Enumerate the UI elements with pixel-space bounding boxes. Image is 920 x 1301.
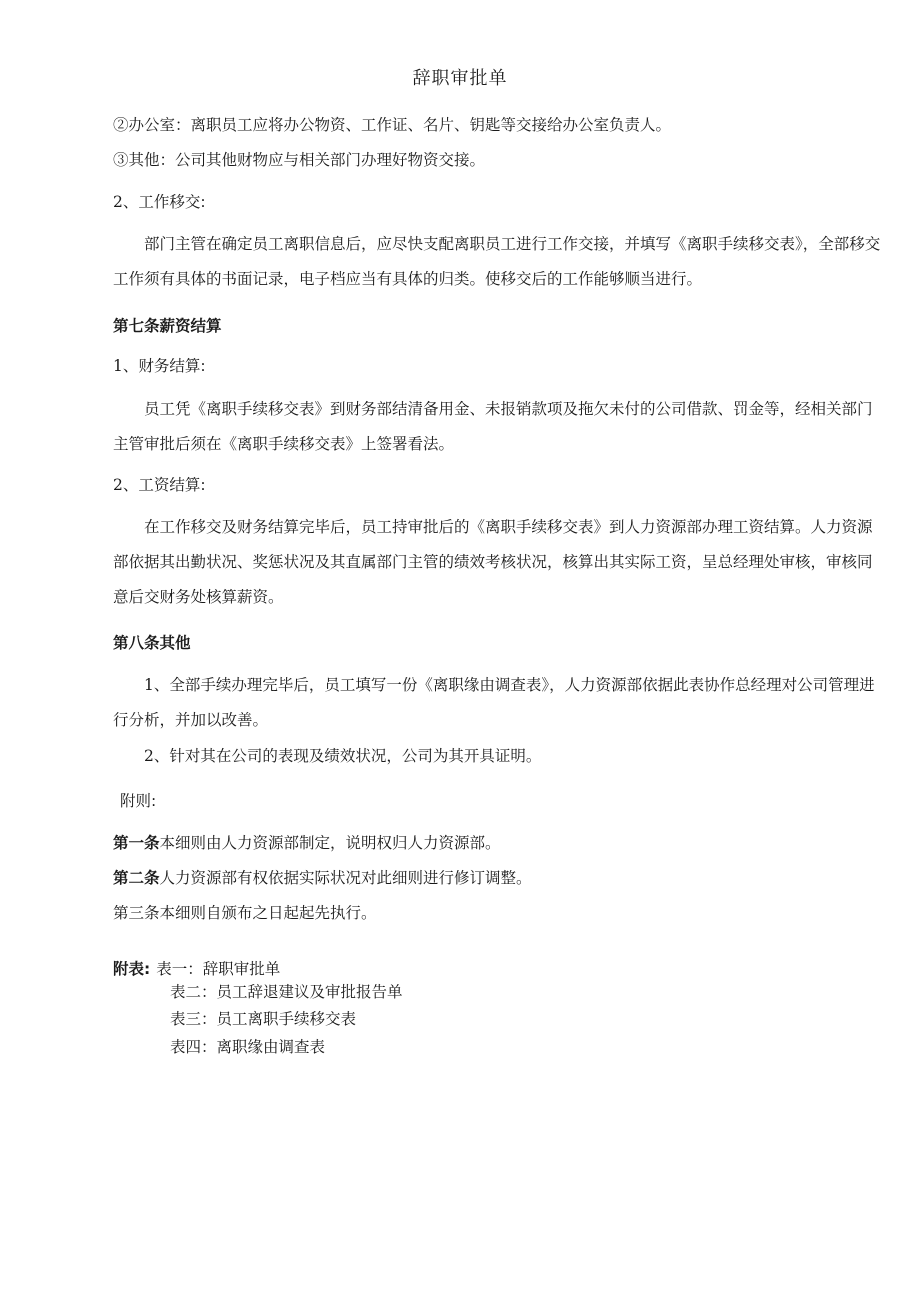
page-title: 辞职审批单 [412, 68, 508, 89]
rule-2-label: 第二条 [113, 869, 160, 887]
work-handover-body: 部门主管在确定员工离职信息后，应尽快支配离职员工进行工作交接，并填写《离职手续移交表》，全部移交工作须有具体的书面记录，电子档应当有具体的归类。使移交后的工作能够顺当进行。 [113, 235, 881, 288]
finance-body: 员工凭《离职手续移交表》到财务部结清备用金、未报销款项及拖欠未付的公司借款、罚金等，经相关部门主管审批后须在《离职手续移交表》上签署看法。 [113, 400, 873, 453]
salary-heading [113, 468, 883, 503]
rule-1-text: 本细则由人力资源部制定，说明权归人力资源部。 [159, 834, 501, 852]
finance-heading-num: 1、 [113, 357, 139, 375]
work-handover-heading [113, 185, 883, 220]
rule-3: 第三条本细则自颁布之日起起先执行。 [113, 904, 377, 922]
appendix-item: 表一：辞职审批单 [156, 960, 281, 978]
other-handover-line: ③其他：公司其他财物应与相关部门办理好物资交接。 [113, 151, 486, 169]
finance-heading [113, 349, 883, 384]
appendix-item: 表四：离职缘由调查表 [170, 1038, 326, 1056]
rule-2-text: 人力资源部有权依据实际状况对此细则进行修订调整。 [159, 869, 532, 887]
appendix-label: 附表: [113, 960, 151, 978]
appendix-item: 表三：员工离职手续移交表 [170, 1010, 357, 1028]
salary-heading-text: 工资结算: [138, 476, 206, 494]
other-item-2: 2、针对其在公司的表现及绩效状况，公司为其开具证明。 [144, 747, 542, 765]
article7-heading: 第七条薪资结算 [113, 317, 222, 335]
office-handover-line: ②办公室：离职员工应将办公物资、工作证、名片、钥匙等交接给办公室负责人。 [113, 116, 672, 134]
work-handover-heading-text: 工作移交: [138, 193, 206, 211]
salary-heading-num: 2、 [113, 476, 139, 494]
rule-2 [113, 861, 883, 896]
work-handover-heading-num: 2、 [113, 193, 139, 211]
salary-body: 在工作移交及财务结算完毕后，员工持审批后的《离职手续移交表》到人力资源部办理工资结算。人力资源部依据其出勤状况、奖惩状况及其直属部门主管的绩效考核状况，核算出其实际工资，呈总经理处审核，审核同意后交财务处核算薪资。 [113, 518, 873, 606]
supplementary-heading: 附则: [120, 792, 157, 810]
rule-1 [113, 826, 883, 861]
rule-1-label: 第一条 [113, 834, 160, 852]
article8-heading: 第八条其他 [113, 634, 191, 652]
other-item-1: 1、全部手续办理完毕后，员工填写一份《离职缘由调查表》，人力资源部依据此表协作总经理对公司管理进行分析，并加以改善。 [113, 676, 875, 729]
appendix-item: 表二：员工辞退建议及审批报告单 [170, 983, 403, 1001]
finance-heading-text: 财务结算: [138, 357, 206, 375]
